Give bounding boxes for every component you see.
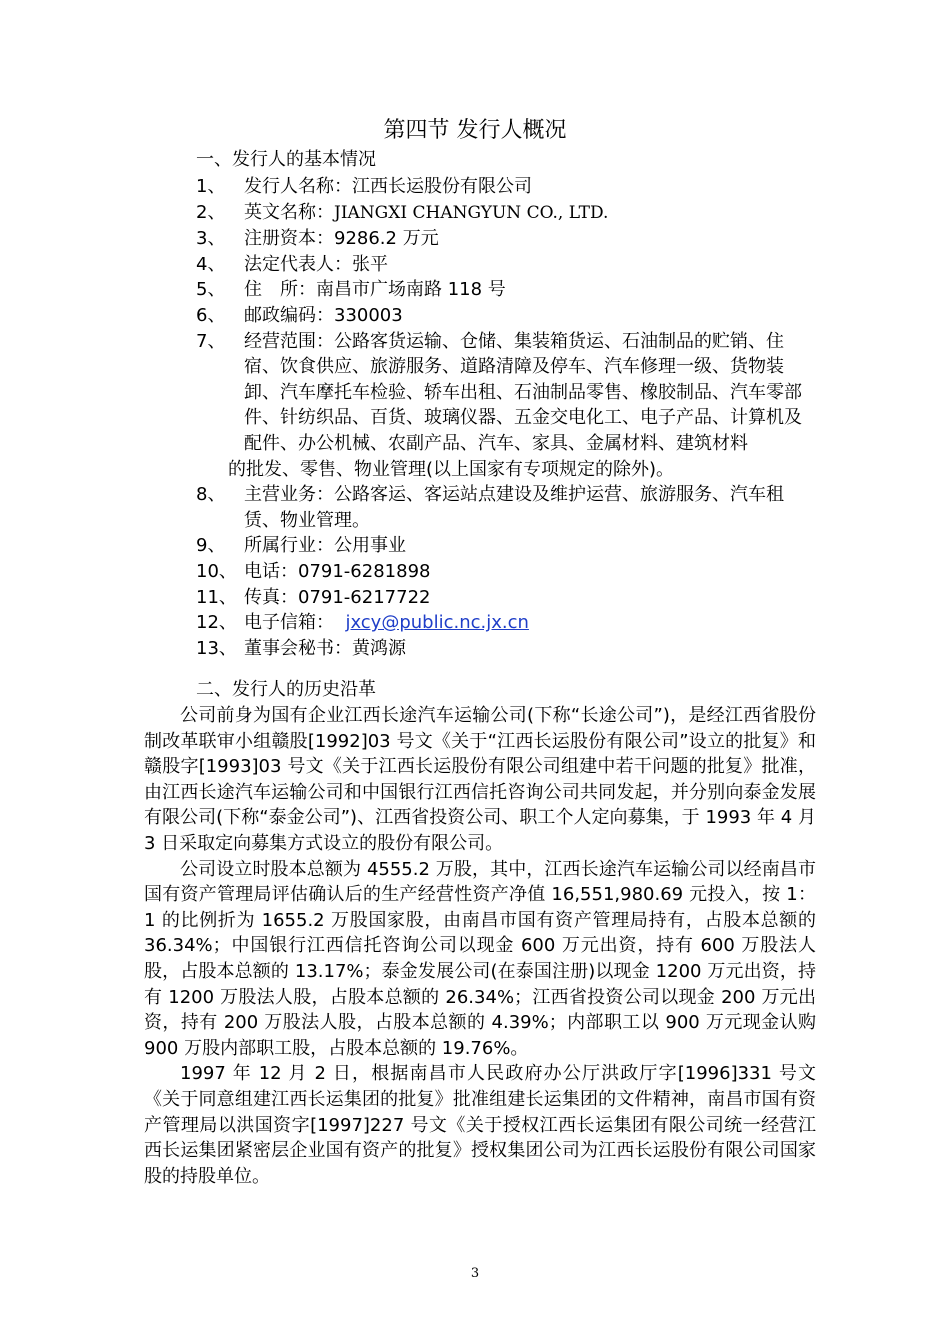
item-text <box>244 200 816 227</box>
item-number: 8、 <box>196 484 226 506</box>
item-number: 3、 <box>196 228 226 250</box>
list-item <box>196 636 816 662</box>
item-text: 发行人名称：江西长运股份有限公司 <box>244 176 532 197</box>
item-label: 电子信箱： <box>244 612 334 634</box>
list-item <box>196 610 816 636</box>
list-item <box>196 559 816 585</box>
list-item <box>196 303 816 329</box>
item-text: 经营范围：公路客货运输、仓储、集装箱货运、石油制品的贮销、住宿、饮食供应、旅游服务、道路清障及停车、汽车修理一级、货物装卸、汽车摩托车检验、轿车出租、石油制品零售、橡胶制品、汽车零部件、针纺织品、百货、玻璃仪器、五金交电化工、电子产品、计算机及配件、办公机械、农副产品、汽车、家具、金属材料、建筑材料 <box>244 330 802 454</box>
item-text: 邮政编码：330003 <box>244 304 403 326</box>
list-item <box>196 277 816 303</box>
item-text: 传真：0791-6217722 <box>244 586 431 608</box>
item-text: 住 所：南昌市广场南路 118 号 <box>244 279 506 301</box>
item-text: 所属行业：公用事业 <box>244 535 406 557</box>
item-number: 2、 <box>196 201 226 223</box>
item-number: 5、 <box>196 279 226 301</box>
item-text: 主营业务：公路客运、客运站点建设及维护运营、旅游服务、汽车租赁、物业管理。 <box>244 484 784 531</box>
item-number: 10、 <box>196 560 237 582</box>
paragraph: 公司设立时股本总额为 4555.2 万股，其中，江西长途汽车运输公司以经南昌市国有资产管理局评估确认后的生产经营性资产净值 16,551,980.69 元投入，按 1：1 的比例折为 1655.2 万股国家股，由南昌市国有资产管理局持有，占股本总额的 36.34%；中国银行江西信托咨询公司以现金 600 万元出资，持有 600 万股法人股，占股本总额的 13.17%；泰金发展公司(在泰国注册)以现金 1200 万元出资，持有 1200 万股法人股，占股本总额的 26.34%；江西省投资公司以现金 200 万元出资，持有 200 万股法人股，占股本总额的 4.39%；内部职工以 900 万元现金认购 900 万股内部职工股，占股本总额的 19.76%。 <box>144 858 816 1059</box>
list-item <box>196 252 816 278</box>
item-number: 4、 <box>196 253 226 275</box>
item-text: 法定代表人：张平 <box>244 253 388 275</box>
basic-info-list <box>196 174 816 661</box>
list-item <box>196 329 816 483</box>
list-item <box>196 226 816 252</box>
item-number: 9、 <box>196 535 226 557</box>
section-heading-history: 二、发行人的历史沿革 <box>196 679 376 700</box>
item-number: 7、 <box>196 330 226 352</box>
item-text: 电话：0791-6281898 <box>244 560 431 582</box>
paragraph: 公司前身为国有企业江西长途汽车运输公司(下称“长途公司”)，是经江西省股份制改革联审小组赣股[1992]03 号文《关于“江西长运股份有限公司”设立的批复》和赣股字[1993]03 号文《关于江西长运股份有限公司组建中若干问题的批复》批准，由江西长途汽车运输公司和中国银行江西信托咨询公司共同发起，并分别向泰金发展有限公司(下称“泰金公司”)、江西省投资公司、职工个人定向募集，于 1993 年 4 月 3 日采取定向募集方式设立的股份有限公司。 <box>144 705 816 854</box>
list-item <box>196 200 816 227</box>
item-number: 12、 <box>196 612 237 634</box>
item-number: 1、 <box>196 176 226 197</box>
list-item <box>196 533 816 559</box>
item-number: 13、 <box>196 637 237 659</box>
list-item <box>196 174 816 200</box>
item-text: 注册资本：9286.2 万元 <box>244 228 439 250</box>
paragraph: 1997 年 12 月 2 日，根据南昌市人民政府办公厅洪政厅字[1996]331 号文《关于同意组建江西长运集团的批复》批准组建长运集团的文件精神，南昌市国有资产管理局以洪国资字[1997]227 号文《关于授权江西长运集团有限公司统一经营江西长运集团紧密层企业国有资产的批复》授权集团公司为江西长运股份有限公司国家股的持股单位。 <box>144 1063 816 1187</box>
item-number: 6、 <box>196 304 226 326</box>
page-title: 第四节 发行人概况 <box>383 118 567 143</box>
item-continuation: 的批发、零售、物业管理(以上国家有专项规定的除外)。 <box>228 458 675 480</box>
item-text <box>244 610 816 636</box>
email-link[interactable]: jxcy@public.nc.jx.cn <box>345 612 529 634</box>
english-name-value: JIANGXI CHANGYUN CO., LTD. <box>334 202 609 223</box>
item-number: 11、 <box>196 586 237 608</box>
item-text: 董事会秘书：黄鸿源 <box>244 637 406 659</box>
item-label: 英文名称： <box>244 201 334 223</box>
list-item <box>196 482 816 533</box>
history-paragraphs <box>144 703 816 1189</box>
page-number: 3 <box>470 1266 480 1281</box>
section-heading-basic-info: 一、发行人的基本情况 <box>196 149 376 170</box>
list-item <box>196 585 816 611</box>
